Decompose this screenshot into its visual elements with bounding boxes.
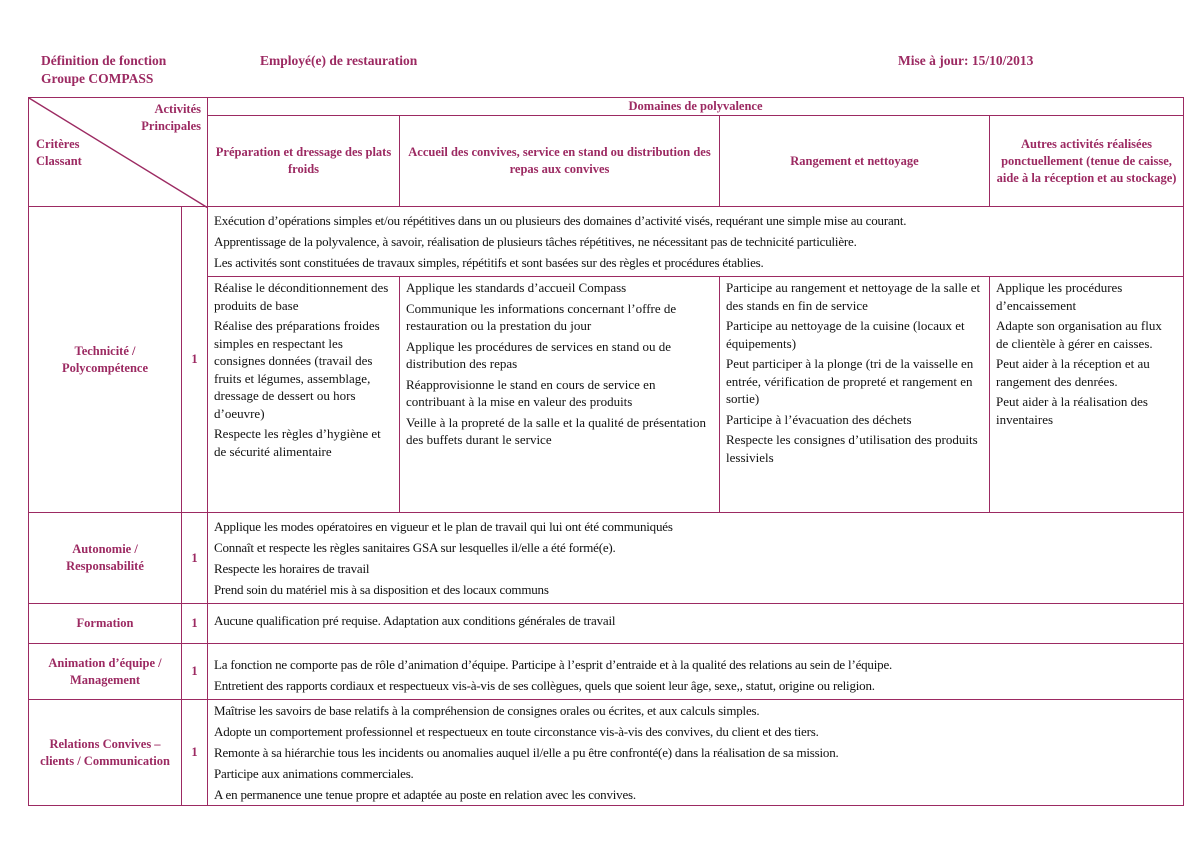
corner-header-cell: [29, 98, 208, 207]
doc-type: Définition de fonction: [41, 53, 167, 68]
column-header-autres: Autres activités réalisées ponctuellement (tenue de caisse, aide à la réception et au stockage): [990, 116, 1184, 207]
formation-text: Aucune qualification pré requise. Adaptation aux conditions générales de travail: [208, 604, 1184, 644]
criterion-technicite: Technicité / Polycompétence: [29, 207, 182, 513]
criterion-relations: Relations Convives – clients / Communication: [29, 700, 182, 806]
technicite-col-rangement: Participe au rangement et nettoyage de la salle et des stands en fin de service Participe au nettoyage de la cuisine (locaux et équipements) Peut participer à la plonge (tri de la vaisselle en entrée, vérification de propreté et rangement en sortie) Participe à l’évacuation des déchets Respecte les consignes d’utilisation des produits lessiviels: [720, 277, 990, 513]
level-animation: 1: [182, 644, 208, 700]
technicite-col-preparation: Réalise le déconditionnement des produits de base Réalise des préparations froides simples en respectant les consignes données (travail des fruits et légumes, assemblage, dressage de dessert ou hors d’oeuvre) Respecte les règles d’hygiène et de sécurité alimentaire: [208, 277, 400, 513]
technicite-col-accueil: Applique les standards d’accueil Compass Communique les informations concernant l’offre de restauration ou la prestation du jour Applique les procédures de services en stand ou de distribution des repas Réapprovisionne le stand en cours de service en contribuant à la mise en valeur des produits Veille à la propreté de la salle et la qualité de présentation des buffets durant le service: [400, 277, 720, 513]
animation-text: La fonction ne comporte pas de rôle d’animation d’équipe. Participe à l’esprit d’entraide et à la qualité des relations au sein de l’équipe. Entretient des rapports cordiaux et respectueux vis-à-vis de ses collègues, quels que soient leur âge, sexe,, statut, origine ou religion.: [208, 644, 1184, 700]
relations-text: Maîtrise les savoirs de base relatifs à la compréhension de consignes orales ou écrites, et aux calculs simples. Adopte un comportement professionnel et respectueux en toute circonstance vis-à-vis des convives, du client et des tiers. Remonte à sa hiérarchie tous les incidents ou anomalies auquel il/elle a pu être confronté(e) dans la réalisation de sa mission. Participe aux animations commerciales. A en permanence une tenue propre et adaptée au poste en relation avec les convives.: [208, 700, 1184, 806]
column-header-accueil: Accueil des convives, service en stand ou distribution des repas aux convives: [400, 116, 720, 207]
column-header-rangement: Rangement et nettoyage: [720, 116, 990, 207]
level-formation: 1: [182, 604, 208, 644]
criterion-formation: Formation: [29, 604, 182, 644]
column-header-preparation: Préparation et dressage des plats froids: [208, 116, 400, 207]
criteria-label: Critères Classant: [36, 137, 82, 168]
update-date: Mise à jour: 15/10/2013: [898, 53, 1034, 68]
domains-title: Domaines de polyvalence: [208, 98, 1184, 116]
document-header-left: [41, 52, 166, 88]
autonomie-text: Applique les modes opératoires en vigueur et le plan de travail qui lui ont été communiqués Connaît et respecte les règles sanitaires GSA sur lesquelles il/elle a été formé(e). Respecte les horaires de travail Prend soin du matériel mis à sa disposition et des locaux communs: [208, 513, 1184, 604]
level-autonomie: 1: [182, 513, 208, 604]
job-title: Employé(e) de restauration: [260, 53, 418, 68]
level-relations: 1: [182, 700, 208, 806]
criterion-autonomie: Autonomie / Responsabilité: [29, 513, 182, 604]
activities-label: Activités Principales: [141, 102, 201, 133]
function-definition-table: [28, 97, 1184, 806]
technicite-col-autres: Applique les procédures d’encaissement Adapte son organisation au flux de clientèle à gérer en caisses. Peut aider à la réception et au rangement des denrées. Peut aider à la réalisation des inventaires: [990, 277, 1184, 513]
company-name: Groupe COMPASS: [41, 71, 154, 86]
level-technicite: 1: [182, 207, 208, 513]
technicite-general: Exécution d’opérations simples et/ou répétitives dans un ou plusieurs des domaines d’activité visés, requérant une simple mise au courant. Apprentissage de la polyvalence, à savoir, réalisation de plusieurs tâches répétitives, ne nécessitant pas de technicité particulière. Les activités sont constituées de travaux simples, répétitifs et sont basées sur des règles et procédures établies.: [208, 207, 1184, 277]
criterion-animation: Animation d’équipe / Management: [29, 644, 182, 700]
